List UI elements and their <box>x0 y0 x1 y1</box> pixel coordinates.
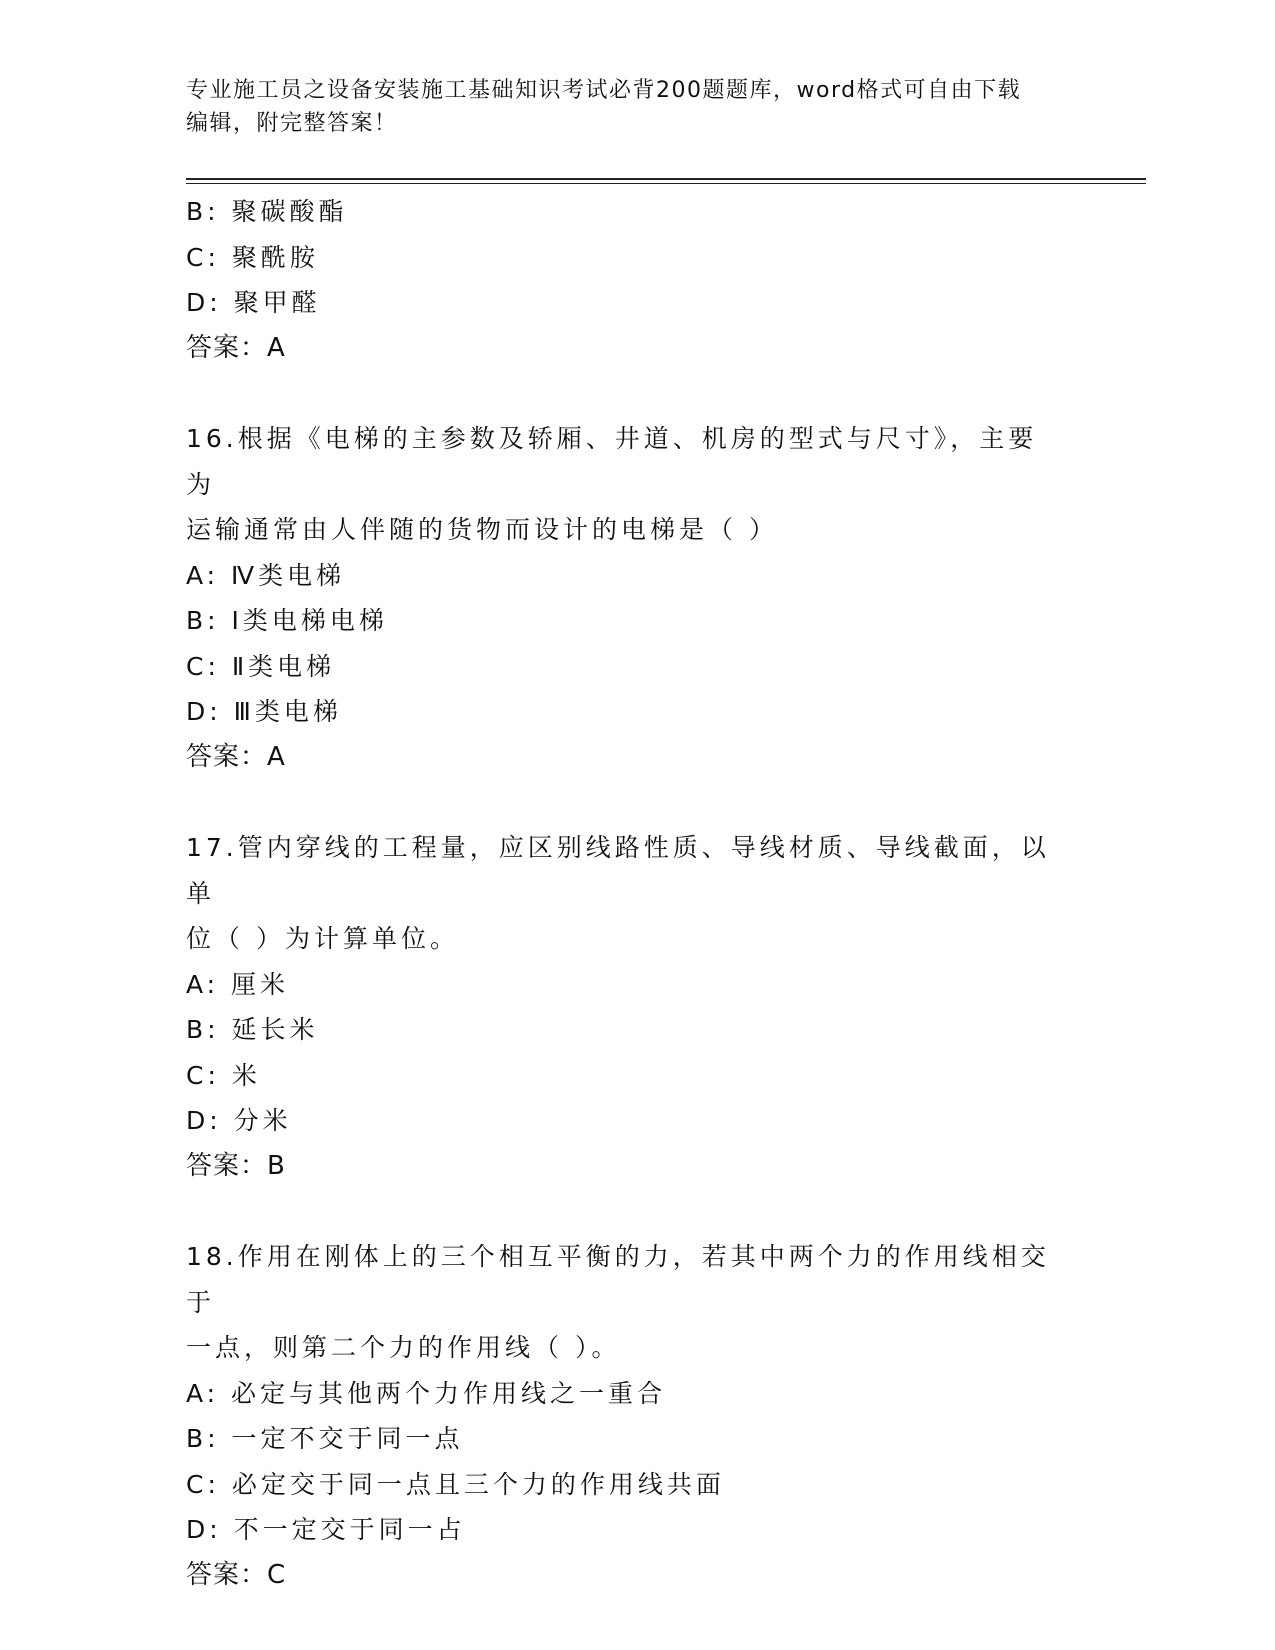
question-16 <box>186 416 1066 780</box>
option-b: B: 一定不交于同一点 <box>186 1424 464 1453</box>
question-17 <box>186 825 1066 1189</box>
question-18 <box>186 1234 1066 1598</box>
header-rule-thin <box>186 183 1146 184</box>
option-d: D: Ⅲ类电梯 <box>186 697 342 726</box>
document-header: 专业施工员之设备安装施工基础知识考试必背200题题库，word格式可自由下载 编辑，附完整答案！ <box>186 78 1022 136</box>
option-a: A: Ⅳ类电梯 <box>186 560 346 590</box>
answer: 答案：A <box>186 332 286 363</box>
spacer <box>186 1189 1066 1234</box>
option-d: D: 分米 <box>186 1106 292 1135</box>
spacer <box>186 371 1066 416</box>
option-d: D: 不一定交于同一占 <box>186 1515 466 1544</box>
option-b: B: 延长米 <box>186 1015 319 1044</box>
partial-question <box>186 189 1066 371</box>
option-b: B: 聚碳酸酯 <box>186 197 348 226</box>
question-text: 17.管内穿线的工程量，应区别线路性质、导线材质、导线截面，以单 位（ ）为计算单位。 <box>186 833 1050 953</box>
option-c: C: 米 <box>186 1060 261 1090</box>
option-c: C: 必定交于同一点且三个力的作用线共面 <box>186 1469 725 1499</box>
option-c: C: 聚酰胺 <box>186 242 319 272</box>
option-c: C: Ⅱ类电梯 <box>186 651 336 681</box>
question-content <box>186 189 1066 1598</box>
option-d: D: 聚甲醛 <box>186 288 321 317</box>
option-b: B: Ⅰ类电梯电梯 <box>186 606 388 635</box>
answer: 答案：A <box>186 741 286 772</box>
option-a: A: 必定与其他两个力作用线之一重合 <box>186 1378 667 1408</box>
spacer <box>186 780 1066 825</box>
header-rule-thick <box>186 178 1146 180</box>
option-a: A: 厘米 <box>186 969 290 999</box>
document-page <box>186 0 1146 1650</box>
question-text: 18.作用在刚体上的三个相互平衡的力，若其中两个力的作用线相交于 一点，则第二个力的作用线（ ）。 <box>186 1242 1050 1362</box>
answer: 答案：B <box>186 1150 286 1181</box>
question-text: 16.根据《电梯的主参数及轿厢、井道、机房的型式与尺寸》，主要为 运输通常由人伴随的货物而设计的电梯是（ ） <box>186 424 1038 544</box>
answer: 答案：C <box>186 1559 287 1590</box>
